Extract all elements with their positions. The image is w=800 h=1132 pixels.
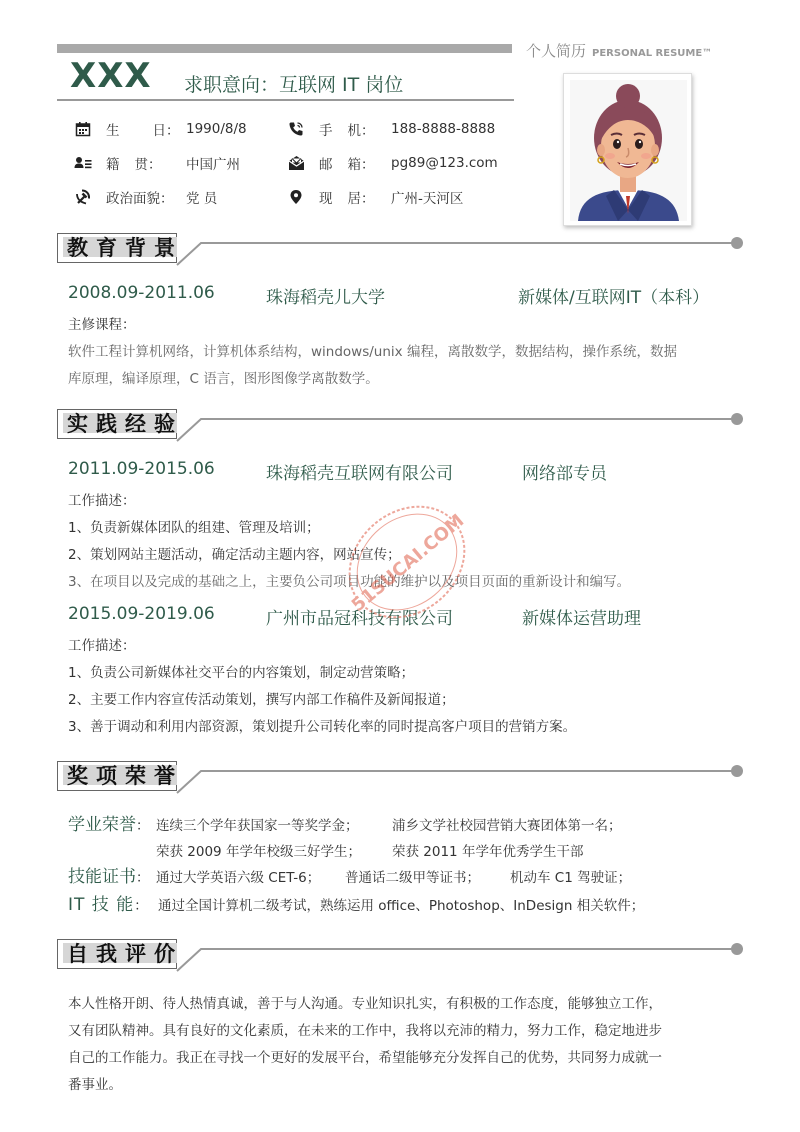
work-desc-label: 工作描述：: [68, 493, 136, 509]
stamp-text: 51SUCAI.COM: [347, 510, 469, 617]
experience-period: 2015.09-2019.06: [68, 604, 215, 624]
academic-honor: 荣获 2009 年学年校级三好学生；: [156, 844, 361, 860]
work-item: 3、在项目以及完成的基础之上，主要负公司项目功能的维护以及项目页面的重新设计和编写。: [68, 574, 631, 590]
mail-icon: [287, 154, 305, 172]
header-top-bar: [57, 44, 512, 53]
academic-honor: 浦乡文学社校园营销大赛团体第一名；: [392, 818, 622, 834]
info-phone: [287, 118, 495, 140]
birth-value: 1990/8/8: [186, 121, 247, 137]
colon: ：: [361, 157, 375, 173]
email-value: pg89@123.com: [391, 155, 498, 171]
colon: ：: [160, 191, 174, 207]
work-item: 2、主要工作内容宣传活动策划，撰写内部工作稿件及新闻报道；: [68, 692, 455, 708]
objective-label: 求职意向：: [184, 74, 280, 96]
id-card-icon: [74, 154, 92, 172]
politics-value: 党 员: [186, 191, 218, 207]
experience-role: 网络部专员: [522, 464, 607, 484]
candidate-name: XXX: [70, 56, 152, 96]
experience-period: 2011.09-2015.06: [68, 459, 215, 479]
academic-honor: 荣获 2011 年学年优秀学生干部: [392, 844, 584, 860]
info-email: [287, 152, 498, 174]
work-item: 2、策划网站主题活动，确定活动主题内容，网站宣传；: [68, 547, 401, 563]
experience-row-1: [68, 459, 607, 484]
party-emblem-icon: [74, 188, 92, 206]
job-objective: [184, 70, 403, 97]
watermark-stamp: [340, 495, 475, 630]
cert-label-text: 技能证书: [68, 867, 136, 887]
certificate: 普通话二级甲等证书；: [345, 870, 480, 886]
self-eval-line: 自己的工作能力。我正在寻找一个更好的发展平台，希望能够充分发挥自己的优势，共同努力成就一: [68, 1050, 662, 1066]
section-header-awards: [57, 757, 747, 797]
origin-label-a: 籍: [106, 157, 120, 173]
section-header-experience: [57, 405, 747, 445]
work-desc-label: 工作描述：: [68, 638, 136, 654]
objective-value: 互联网 IT 岗位: [279, 74, 404, 96]
origin-value: 中国广州: [186, 157, 240, 173]
email-label-b: 箱: [347, 157, 361, 173]
self-eval-line: 本人性格开朗、待人热情真诚，善于与人沟通。专业知识扎实，有积极的工作态度，能够独立工作，: [68, 996, 662, 1012]
section-divider-line: [175, 935, 750, 975]
address-label-b: 居: [347, 191, 361, 207]
colon: ：: [148, 157, 162, 173]
work-item: 1、负责新媒体团队的组建、管理及培训；: [68, 520, 320, 536]
it-skill: 通过全国计算机二级考试，熟练运用 office、Photoshop、InDesign 相关软件；: [158, 898, 645, 914]
certificate: 机动车 C1 驾驶证；: [510, 870, 632, 886]
section-header-education: [57, 229, 747, 269]
resume-tag: [526, 40, 712, 61]
colon: ：: [136, 870, 150, 886]
certificate: 通过大学英语六级 CET-6；: [156, 870, 321, 886]
academic-label-text: 学业荣誉: [68, 815, 136, 835]
birth-label-b: 日: [152, 123, 166, 139]
avatar-illustration: [570, 80, 687, 221]
address-value: 广州-天河区: [391, 191, 464, 207]
education-major: 新媒体/互联网IT（本科）: [518, 288, 710, 308]
phone-label-b: 机: [347, 123, 361, 139]
academic-honor: 连续三个学年获国家一等奖学金；: [156, 818, 359, 834]
resume-tag-en: PERSONAL RESUME™: [592, 48, 713, 59]
email-label-a: 邮: [319, 157, 333, 173]
certificates-label: [68, 862, 150, 887]
info-origin: [74, 152, 240, 174]
experience-company: 珠海稻壳互联网有限公司: [266, 464, 453, 484]
colon: ：: [361, 191, 375, 207]
section-title-awards: 奖项荣誉: [67, 764, 183, 788]
it-skills-label: [68, 890, 149, 915]
calendar-icon: [74, 120, 92, 138]
courses-line-2: 库原理，编译原理，C 语言，图形图像学离散数学。: [68, 371, 379, 387]
profile-photo: [563, 73, 692, 226]
colon: ：: [136, 818, 150, 834]
phone-label-a: 手: [319, 123, 333, 139]
phone-icon: [287, 120, 305, 138]
section-title-education: 教育背景: [67, 236, 183, 260]
courses-label: 主修课程：: [68, 317, 136, 333]
section-divider-line: [175, 757, 750, 797]
self-eval-line: 番事业。: [68, 1077, 122, 1093]
header-rule: [57, 99, 514, 101]
section-title-experience: 实践经验: [67, 412, 183, 436]
work-item: 3、善于调动和利用内部资源，策划提升公司转化率的同时提高客户项目的营销方案。: [68, 719, 577, 735]
info-birth: [74, 118, 247, 140]
section-header-self-eval: [57, 935, 747, 975]
address-label-a: 现: [319, 191, 333, 207]
courses-line-1: 软件工程计算机网络，计算机体系结构，windows/unix 编程，离散数学，数据结构，操作系统，数据: [68, 344, 677, 360]
education-school: 珠海稻壳儿大学: [266, 288, 385, 308]
birth-label-a: 生: [106, 123, 120, 139]
it-label-text: IT 技 能: [68, 895, 135, 915]
experience-company: 广州市品冠科技有限公司: [266, 609, 453, 629]
experience-role: 新媒体运营助理: [522, 609, 641, 629]
politics-label: 政治面貌: [106, 191, 160, 207]
education-period: 2008.09-2011.06: [68, 283, 215, 303]
self-eval-line: 又有团队精神。具有良好的文化素质，在未来的工作中，我将以充沛的精力，努力工作，稳定地进步: [68, 1023, 662, 1039]
academic-honors-label: [68, 810, 150, 835]
colon: ：: [166, 123, 180, 139]
info-politics: [74, 186, 217, 208]
section-divider-line: [175, 405, 750, 445]
education-row: [68, 283, 709, 308]
section-divider-line: [175, 229, 750, 269]
phone-value: 188-8888-8888: [391, 121, 496, 137]
location-pin-icon: [287, 188, 305, 206]
work-item: 1、负责公司新媒体社交平台的内容策划，制定动营策略；: [68, 665, 415, 681]
colon: ：: [134, 898, 149, 914]
origin-label-b: 贯: [134, 157, 148, 173]
section-title-self-eval: 自我评价: [67, 942, 183, 966]
colon: ：: [361, 123, 375, 139]
resume-tag-cn: 个人简历: [526, 42, 587, 60]
info-address: [287, 186, 463, 208]
